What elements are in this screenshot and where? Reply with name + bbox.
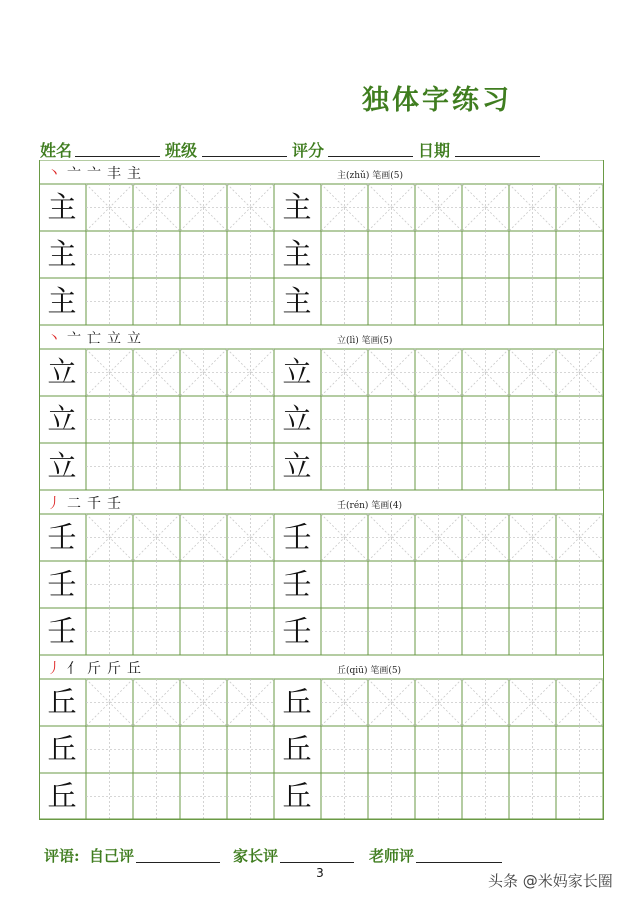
page-number: 3 (316, 866, 324, 880)
model-character: 主 (47, 284, 77, 318)
stroke-step: 主 (127, 166, 141, 182)
parent-eval-label: 家长评 (233, 847, 279, 865)
model-character: 壬 (282, 520, 312, 554)
watermark: 头条 @米妈家长圈 (488, 872, 613, 890)
stroke-step: 亠 (87, 166, 101, 182)
stroke-order (47, 658, 147, 678)
stroke-step: 壬 (107, 496, 121, 512)
model-character: 丘 (282, 685, 312, 719)
score-blank[interactable] (328, 156, 413, 157)
stroke-order (47, 328, 147, 348)
model-character: 丘 (282, 732, 312, 766)
model-character: 丘 (282, 779, 312, 813)
model-character: 立 (47, 449, 77, 483)
model-character: 立 (282, 355, 312, 389)
stroke-step: 二 (67, 496, 81, 512)
name-blank[interactable] (75, 156, 160, 157)
name-label: 姓名 (40, 141, 73, 160)
grid-lines (39, 160, 604, 820)
model-character: 立 (282, 402, 312, 436)
model-character: 壬 (282, 614, 312, 648)
model-character: 主 (282, 190, 312, 224)
self-eval-label: 自己评 (89, 847, 135, 865)
character-info: 立(lì) 笔画(5) (337, 336, 393, 346)
score-label: 评分 (292, 141, 325, 160)
stroke-step: 丶 (47, 166, 61, 182)
stroke-step: 亡 (87, 331, 101, 347)
parent-eval-blank[interactable] (280, 862, 354, 863)
model-character: 壬 (47, 614, 77, 648)
model-character: 主 (282, 284, 312, 318)
character-info: 壬(rén) 笔画(4) (337, 501, 403, 511)
stroke-step: 立 (107, 331, 121, 347)
stroke-step: 亠 (67, 331, 81, 347)
stroke-step: 亠 (67, 166, 81, 182)
stroke-step: 丿 (47, 661, 61, 677)
page-title: 独体字练习 (362, 85, 512, 116)
stroke-step: 斤 (87, 661, 101, 677)
stroke-step: 丶 (47, 331, 61, 347)
model-character: 壬 (47, 567, 77, 601)
model-character: 主 (47, 190, 77, 224)
model-character: 立 (282, 449, 312, 483)
stroke-order (47, 163, 147, 183)
teacher-eval-blank[interactable] (416, 862, 502, 863)
model-character: 立 (47, 355, 77, 389)
stroke-step: 丘 (127, 661, 141, 677)
stroke-step: 亻 (67, 661, 81, 677)
model-character: 主 (282, 237, 312, 271)
class-label: 班级 (165, 141, 198, 160)
stroke-step: 斤 (107, 661, 121, 677)
self-eval-blank[interactable] (136, 862, 220, 863)
teacher-eval-label: 老师评 (369, 847, 415, 865)
model-character: 壬 (47, 520, 77, 554)
date-label: 日期 (418, 141, 451, 160)
comment-label: 评语: (44, 847, 80, 865)
stroke-step: 立 (127, 331, 141, 347)
model-character: 丘 (47, 732, 77, 766)
character-info: 丘(qiū) 笔画(5) (337, 666, 402, 676)
stroke-step: 丰 (107, 166, 121, 182)
stroke-order (47, 493, 127, 513)
practice-grid (39, 160, 604, 820)
stroke-step: 丿 (47, 496, 61, 512)
model-character: 立 (47, 402, 77, 436)
class-blank[interactable] (202, 156, 287, 157)
model-character: 丘 (47, 685, 77, 719)
model-character: 壬 (282, 567, 312, 601)
model-character: 主 (47, 237, 77, 271)
character-info: 主(zhǔ) 笔画(5) (337, 171, 403, 181)
date-blank[interactable] (455, 156, 540, 157)
model-character: 丘 (47, 779, 77, 813)
stroke-step: 千 (87, 496, 101, 512)
